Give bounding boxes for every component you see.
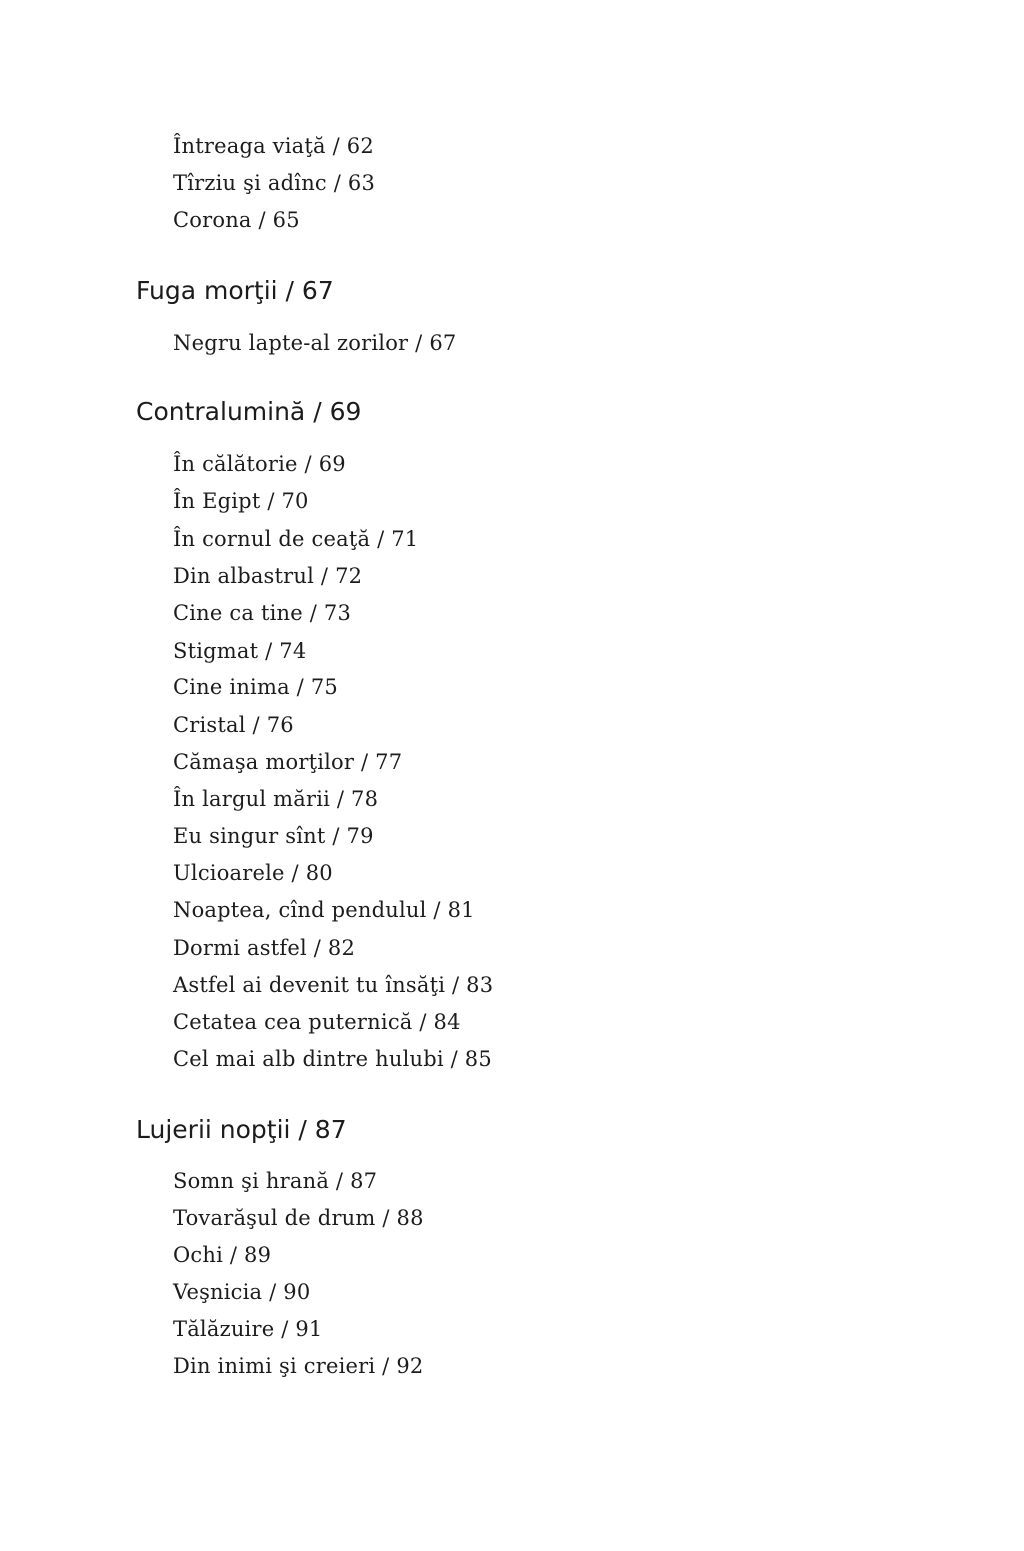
toc-entry: Cetatea cea puternică / 84 [173, 1010, 461, 1034]
toc-entry: Tălăzuire / 91 [173, 1317, 323, 1341]
toc-entry: Somn şi hrană / 87 [173, 1169, 378, 1193]
toc-entry: În Egipt / 70 [173, 489, 309, 513]
section-heading: Contralumină / 69 [136, 397, 362, 426]
toc-entry: Ulcioarele / 80 [173, 861, 333, 885]
toc-entry: În cornul de ceaţă / 71 [173, 527, 419, 551]
section-heading: Fuga morţii / 67 [136, 276, 334, 305]
toc-entry: Astfel ai devenit tu însăţi / 83 [173, 973, 494, 997]
toc-entry: Din inimi şi creieri / 92 [173, 1354, 424, 1378]
toc-entry: Tovarăşul de drum / 88 [173, 1206, 424, 1230]
toc-entry: Ochi / 89 [173, 1243, 272, 1267]
toc-entry: Tîrziu şi adînc / 63 [173, 171, 376, 195]
toc-entry: Din albastrul / 72 [173, 564, 363, 588]
toc-entry: Stigmat / 74 [173, 639, 307, 663]
toc-entry: Negru lapte-al zorilor / 67 [173, 331, 457, 355]
toc-entry: Cămaşa morţilor / 77 [173, 750, 403, 774]
toc-entry: Veşnicia / 90 [173, 1280, 311, 1304]
toc-entry: În călătorie / 69 [173, 452, 346, 476]
toc-entry: Dormi astfel / 82 [173, 936, 356, 960]
toc-entry: Eu singur sînt / 79 [173, 824, 374, 848]
toc-entry: Cristal / 76 [173, 713, 294, 737]
toc-entry: Întreaga viaţă / 62 [173, 134, 374, 158]
section-heading: Lujerii nopţii / 87 [136, 1115, 347, 1144]
toc-entry: Cine ca tine / 73 [173, 601, 352, 625]
toc-entry: În largul mării / 78 [173, 787, 379, 811]
toc-entry: Cine inima / 75 [173, 675, 338, 699]
toc-entry: Noaptea, cînd pendulul / 81 [173, 898, 475, 922]
toc-entry: Cel mai alb dintre hulubi / 85 [173, 1047, 492, 1071]
toc-entry: Corona / 65 [173, 208, 300, 232]
